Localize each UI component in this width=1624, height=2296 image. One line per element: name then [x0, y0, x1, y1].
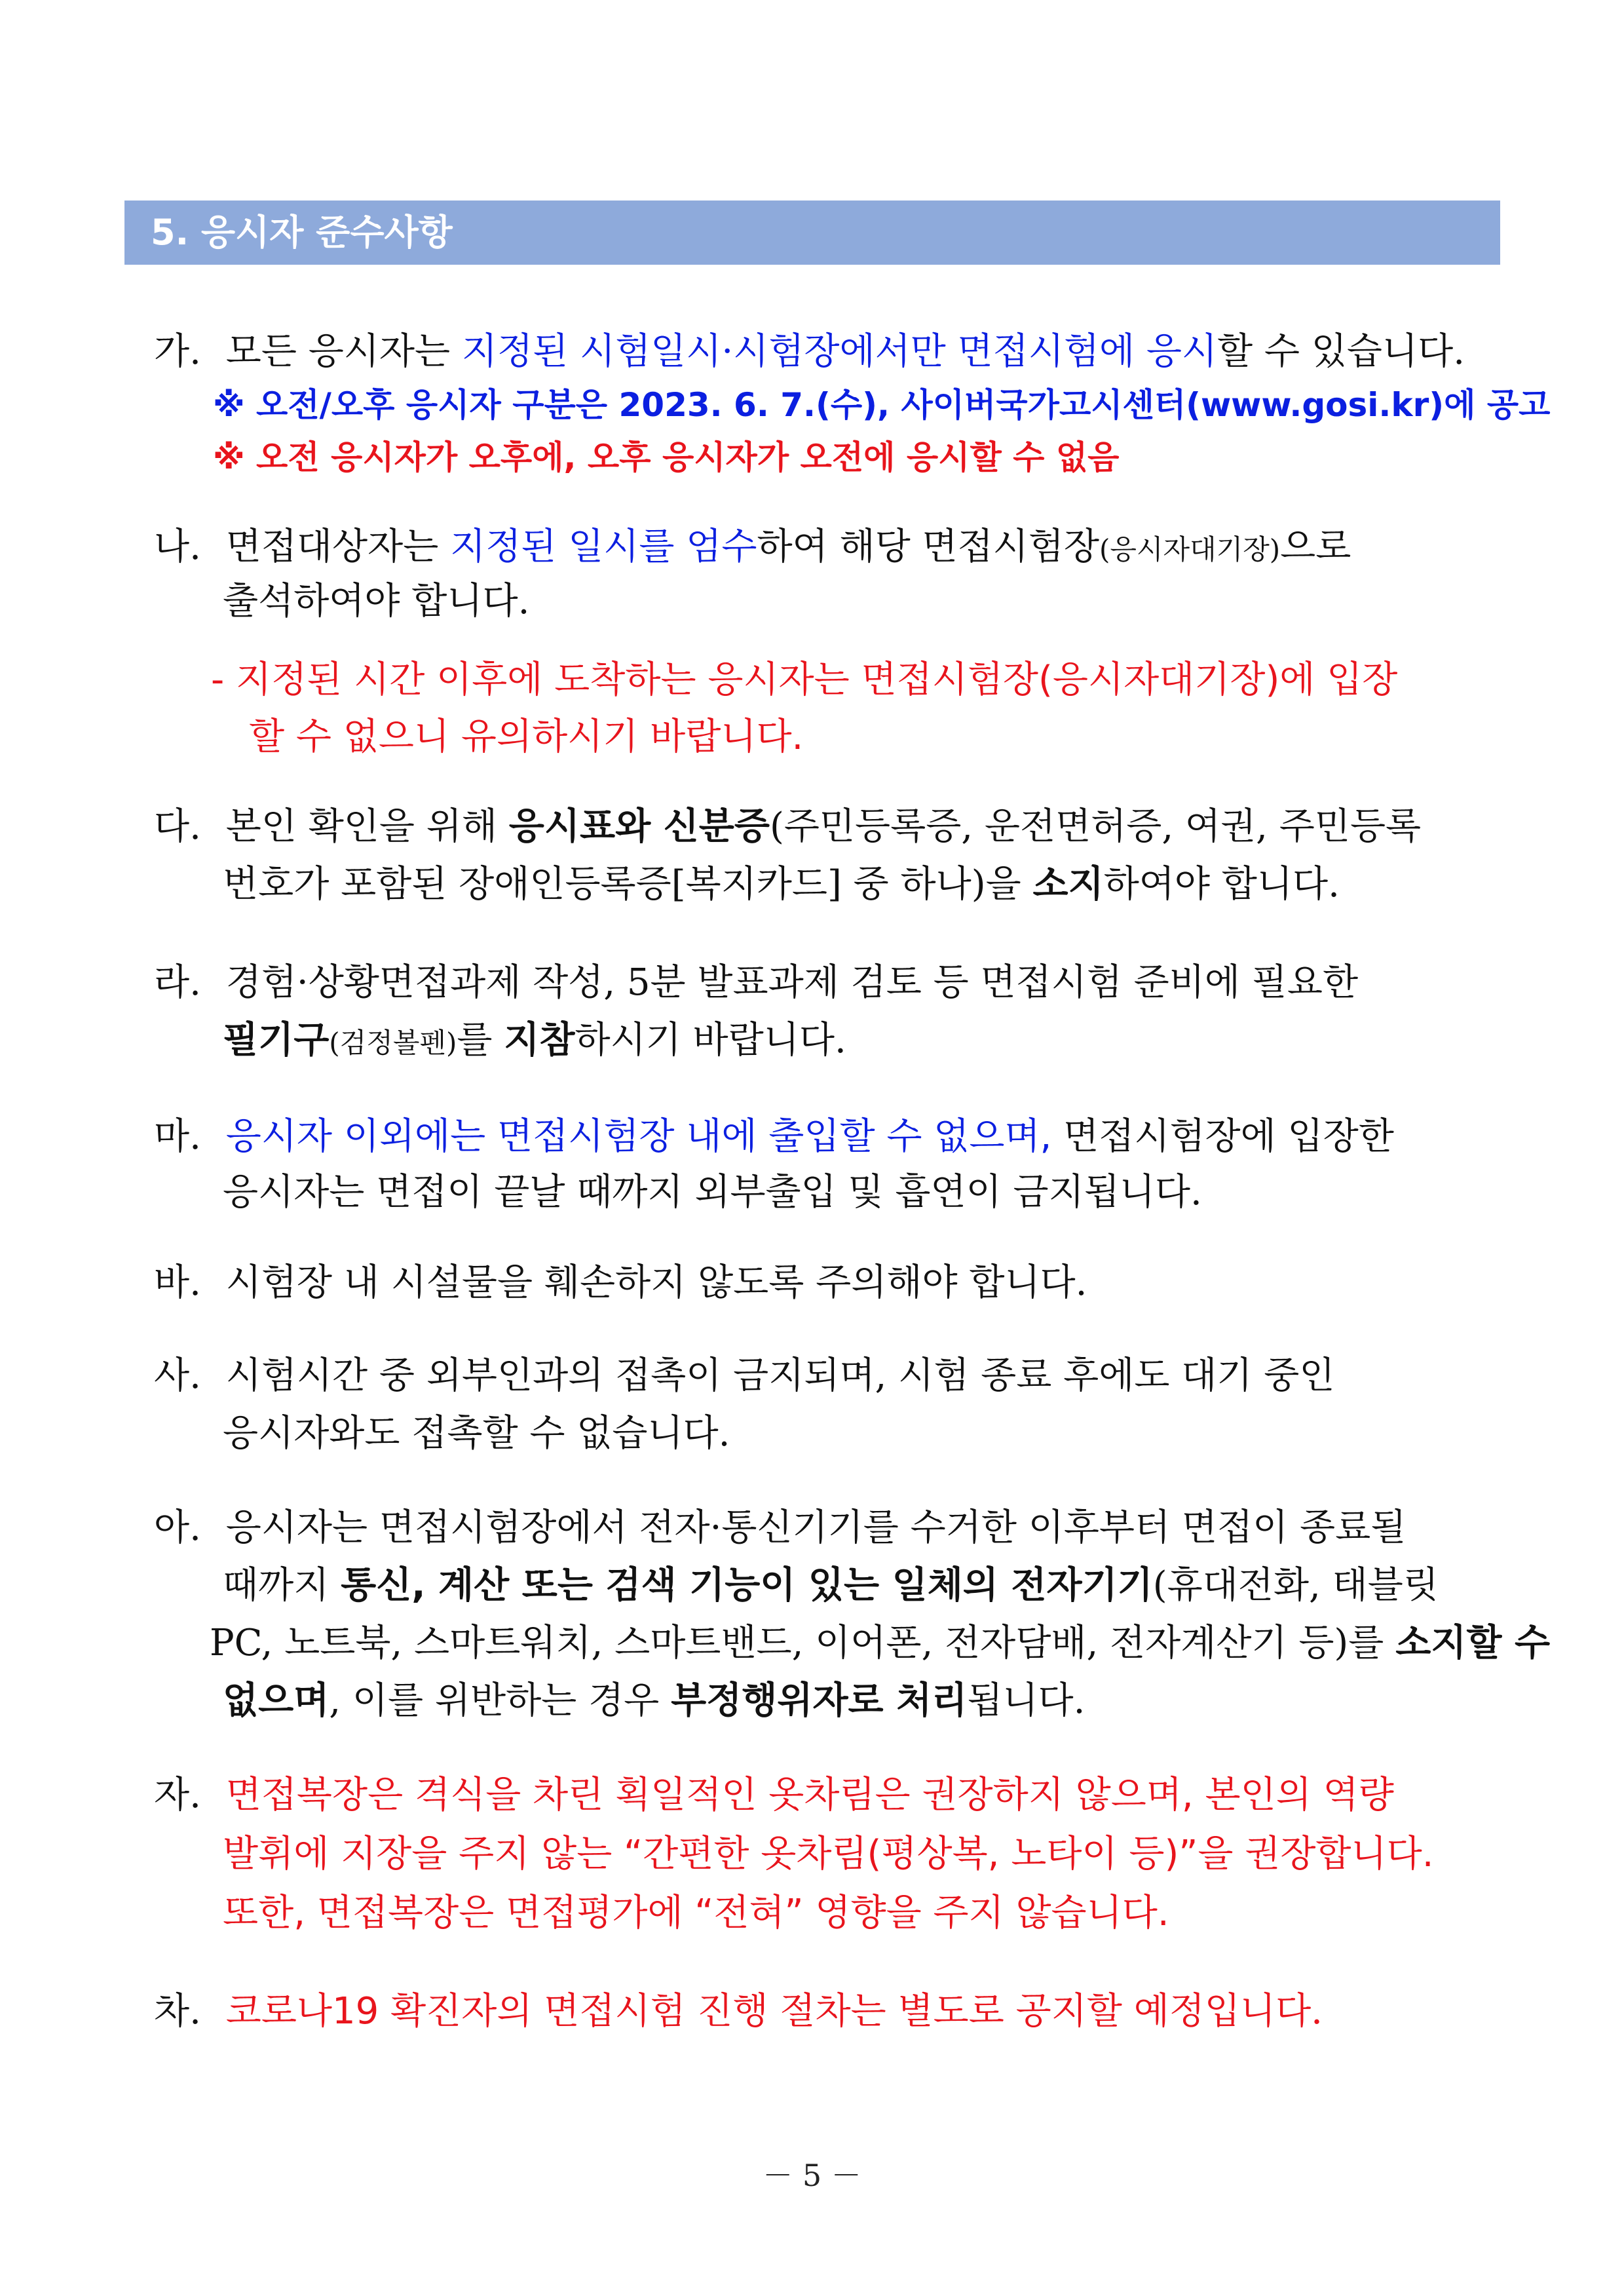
item-marker: 나.	[154, 526, 201, 568]
item-ja: 자. 면접복장은 격식을 차린 획일적인 옷차림은 권장하지 않으며, 본인의 역량	[0, 1769, 1624, 1822]
item-marker: 자.	[154, 1774, 201, 1816]
item-da: 다. 본인 확인을 위해 응시표와 신분증(주민등록증, 운전면허증, 여권, 주민등록	[0, 801, 1624, 853]
item-na: 나. 면접대상자는 지정된 일시를 엄수하여 해당 면접시험장(응시자대기장)으로	[0, 521, 1624, 576]
item-ra: 라. 경험·상황면접과제 작성, 5분 발표과제 검토 등 면접시험 준비에 필요한	[0, 957, 1624, 1009]
item-ga-note-restriction: ※ 오전 응시자가 오후에, 오후 응시자가 오전에 응시할 수 없음	[213, 438, 1120, 476]
page-number: － 5 －	[763, 2158, 861, 2193]
item-marker: 사.	[154, 1354, 201, 1397]
item-marker: 가.	[154, 330, 201, 373]
item-ga: 가. 모든 응시자는 지정된 시험일시·시험장에서만 면접시험에 응시할 수 있습니다.	[0, 326, 1624, 378]
section-title: 5. 응시자 준수사항	[151, 212, 453, 253]
item-marker: 차.	[154, 1990, 201, 2033]
item-marker: 다.	[154, 805, 201, 848]
item-a-line3: PC, 노트북, 스마트워치, 스마트밴드, 이어폰, 전자담배, 전자계산기 등)를 소지할 수	[210, 1622, 1551, 1664]
item-ga-note-schedule: ※ 오전/오후 응시자 구분은 2023. 6. 7.(수), 사이버국가고시센터(www.gosi.kr)에 공고	[213, 386, 1551, 424]
item-na-line2: 출석하여야 합니다.	[223, 580, 530, 622]
section-header-bar	[124, 201, 1500, 265]
item-a-line2: 때까지 통신, 계산 또는 검색 기능이 있는 일체의 전자기기(휴대전화, 태블릿	[223, 1564, 1439, 1607]
item-a-line4: 없으며, 이를 위반하는 경우 부정행위자로 처리됩니다.	[223, 1679, 1086, 1722]
item-ja-line3: 또한, 면접복장은 면접평가에 “전혀” 영향을 주지 않습니다.	[223, 1892, 1169, 1934]
item-ja-line2: 발휘에 지장을 주지 않는 “간편한 옷차림(평상복, 노타이 등)”을 권장합니다.	[223, 1833, 1434, 1875]
item-a: 아. 응시자는 면접시험장에서 전자·통신기기를 수거한 이후부터 면접이 종료될	[0, 1502, 1624, 1554]
item-na-sub2: 할 수 없으니 유의하시기 바랍니다.	[249, 716, 804, 758]
item-ma: 마. 응시자 이외에는 면접시험장 내에 출입할 수 없으며, 면접시험장에 입장한	[0, 1111, 1624, 1163]
item-marker: 바.	[154, 1261, 201, 1304]
item-marker: 마.	[154, 1115, 201, 1158]
item-ba: 바. 시험장 내 시설물을 훼손하지 않도록 주의해야 합니다.	[0, 1257, 1624, 1309]
item-ra-line2: 필기구(검정볼펜)를 지참하시기 바랍니다.	[223, 1019, 846, 1062]
item-da-line2: 번호가 포함된 장애인등록증[복지카드] 중 하나)을 소지하여야 합니다.	[223, 863, 1340, 906]
item-marker: 아.	[154, 1506, 201, 1549]
item-sa-line2: 응시자와도 접촉할 수 없습니다.	[223, 1412, 730, 1455]
item-na-sub: - 지정된 시간 이후에 도착하는 응시자는 면접시험장(응시자대기장)에 입장	[211, 659, 1398, 701]
item-ma-line2: 응시자는 면접이 끝날 때까지 외부출입 및 흡연이 금지됩니다.	[223, 1171, 1202, 1214]
item-sa: 사. 시험시간 중 외부인과의 접촉이 금지되며, 시험 종료 후에도 대기 중인	[0, 1350, 1624, 1402]
item-marker: 라.	[154, 961, 201, 1004]
item-cha: 차. 코로나19 확진자의 면접시험 진행 절차는 별도로 공지할 예정입니다.	[0, 1985, 1624, 2038]
